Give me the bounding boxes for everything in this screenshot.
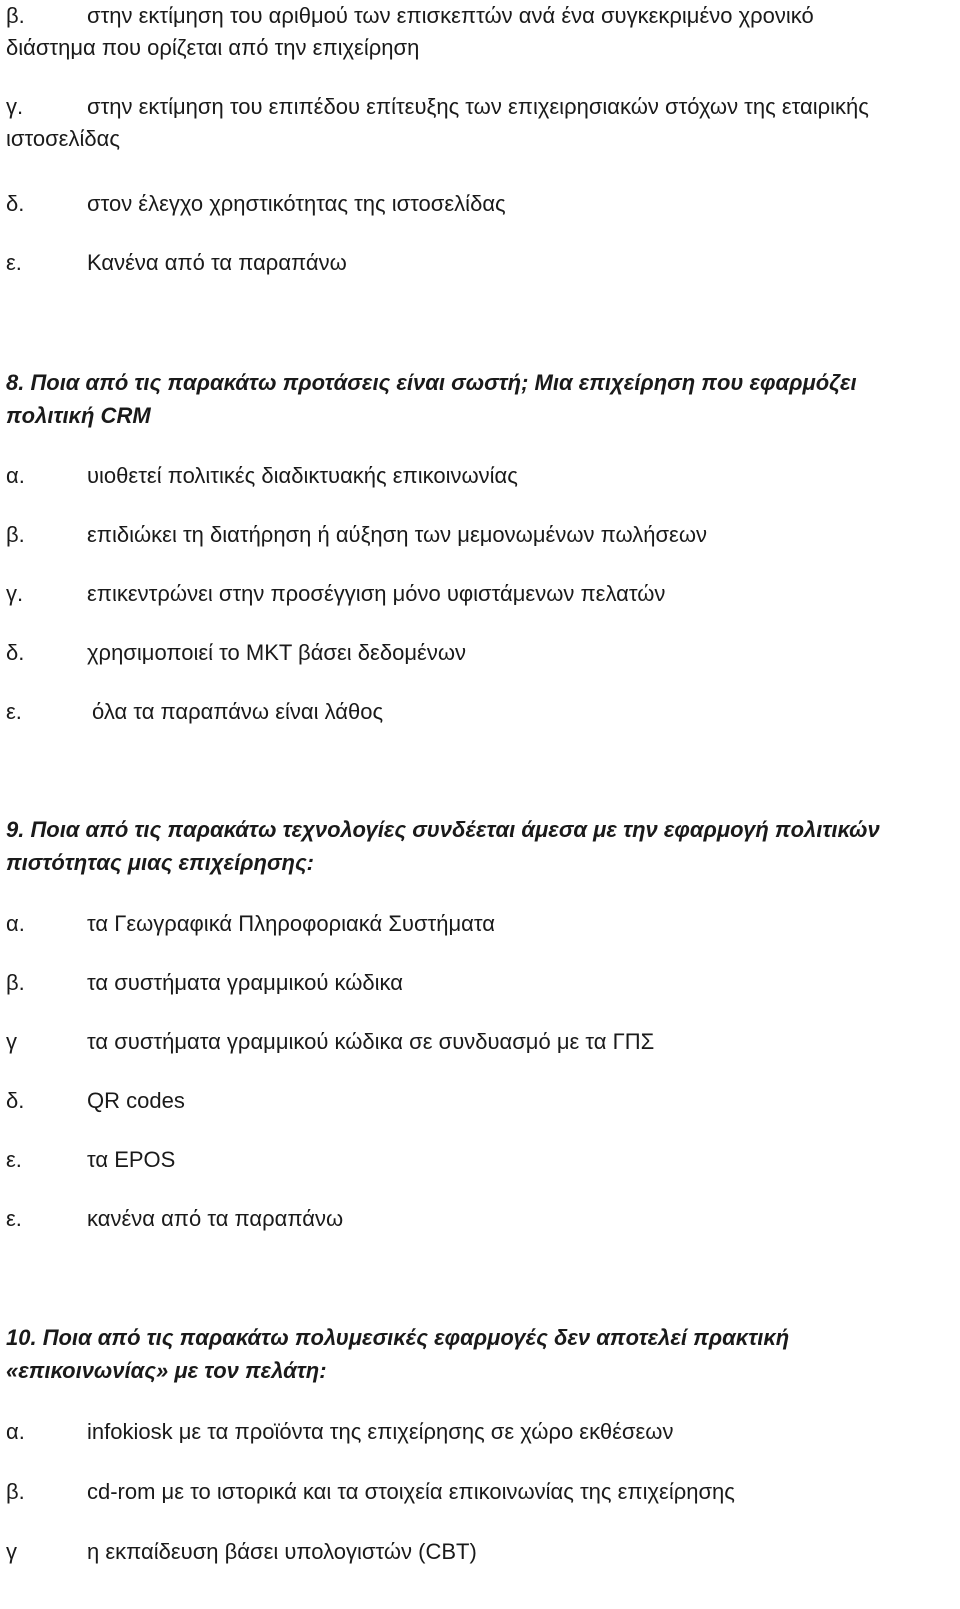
option-text: επικεντρώνει στην προσέγγιση μόνο υφιστάμενων πελατών	[87, 581, 666, 606]
option-letter: β.	[6, 970, 25, 995]
option-letter: γ	[6, 1539, 17, 1564]
option-text: Κανένα από τα παραπάνω	[87, 250, 347, 275]
option-letter: δ.	[6, 1088, 25, 1113]
question-9: 9. Ποια από τις παρακάτω τεχνολογίες συνδέεται άμεσα με την εφαρμογή πολιτικών πιστότητας μιας επιχείρησης:	[6, 817, 880, 875]
option-letter: ε.	[6, 699, 22, 724]
option-text: στην εκτίμηση του αριθμού των επισκεπτών ανά ένα συγκεκριμένο χρονικό διάστημα που ορίζεται από την επιχείρηση	[6, 3, 814, 60]
option-text: υιοθετεί πολιτικές διαδικτυακής επικοινωνίας	[87, 463, 518, 488]
option-letter: β.	[6, 522, 25, 547]
option-letter: β.	[6, 3, 25, 28]
option-letter: α.	[6, 1419, 25, 1444]
option-text: κανένα από τα παραπάνω	[87, 1206, 344, 1231]
option-letter: δ.	[6, 191, 25, 216]
question-10: 10. Ποια από τις παρακάτω πολυμεσικές εφαρμογές δεν αποτελεί πρακτική «επικοινωνίας» με τον πελάτη:	[6, 1325, 790, 1383]
option-letter: ε.	[6, 1147, 22, 1172]
option-text: η εκπαίδευση βάσει υπολογιστών (CBT)	[87, 1539, 477, 1564]
option-text: τα Γεωγραφικά Πληροφοριακά Συστήματα	[87, 911, 495, 936]
option-letter: δ.	[6, 640, 25, 665]
option-letter: ε.	[6, 250, 22, 275]
option-letter: α.	[6, 463, 25, 488]
option-letter: γ	[6, 1029, 17, 1054]
option-letter: α.	[6, 911, 25, 936]
option-text: όλα τα παραπάνω είναι λάθος	[92, 699, 384, 724]
q7-option-b	[0, 0, 950, 64]
option-text: τα συστήματα γραμμικού κώδικα σε συνδυασμό με τα ΓΠΣ	[87, 1029, 655, 1054]
option-letter: γ.	[6, 581, 24, 606]
option-text: χρησιμοποιεί το ΜΚΤ βάσει δεδομένων	[87, 640, 466, 665]
option-text: τα συστήματα γραμμικού κώδικα	[87, 970, 404, 995]
question-8: 8. Ποια από τις παρακάτω προτάσεις είναι σωστή; Μια επιχείρηση που εφαρμόζει πολιτική CRM	[6, 370, 857, 428]
option-letter: γ.	[6, 94, 24, 119]
option-letter: β.	[6, 1479, 25, 1504]
option-text: στον έλεγχο χρηστικότητας της ιστοσελίδας	[87, 191, 506, 216]
option-letter: ε.	[6, 1206, 22, 1231]
option-text: στην εκτίμηση του επιπέδου επίτευξης των επιχειρησιακών στόχων της εταιρικής ιστοσελίδας	[6, 94, 869, 151]
option-text: QR codes	[87, 1088, 185, 1113]
option-text: cd-rom με το ιστορικά και τα στοιχεία επικοινωνίας της επιχείρησης	[87, 1479, 735, 1504]
option-text: τα EPOS	[87, 1147, 176, 1172]
option-text: επιδιώκει τη διατήρηση ή αύξηση των μεμονωμένων πωλήσεων	[87, 522, 708, 547]
q7-option-c	[0, 91, 950, 155]
option-text: infokiosk με τα προϊόντα της επιχείρησης σε χώρο εκθέσεων	[87, 1419, 674, 1444]
